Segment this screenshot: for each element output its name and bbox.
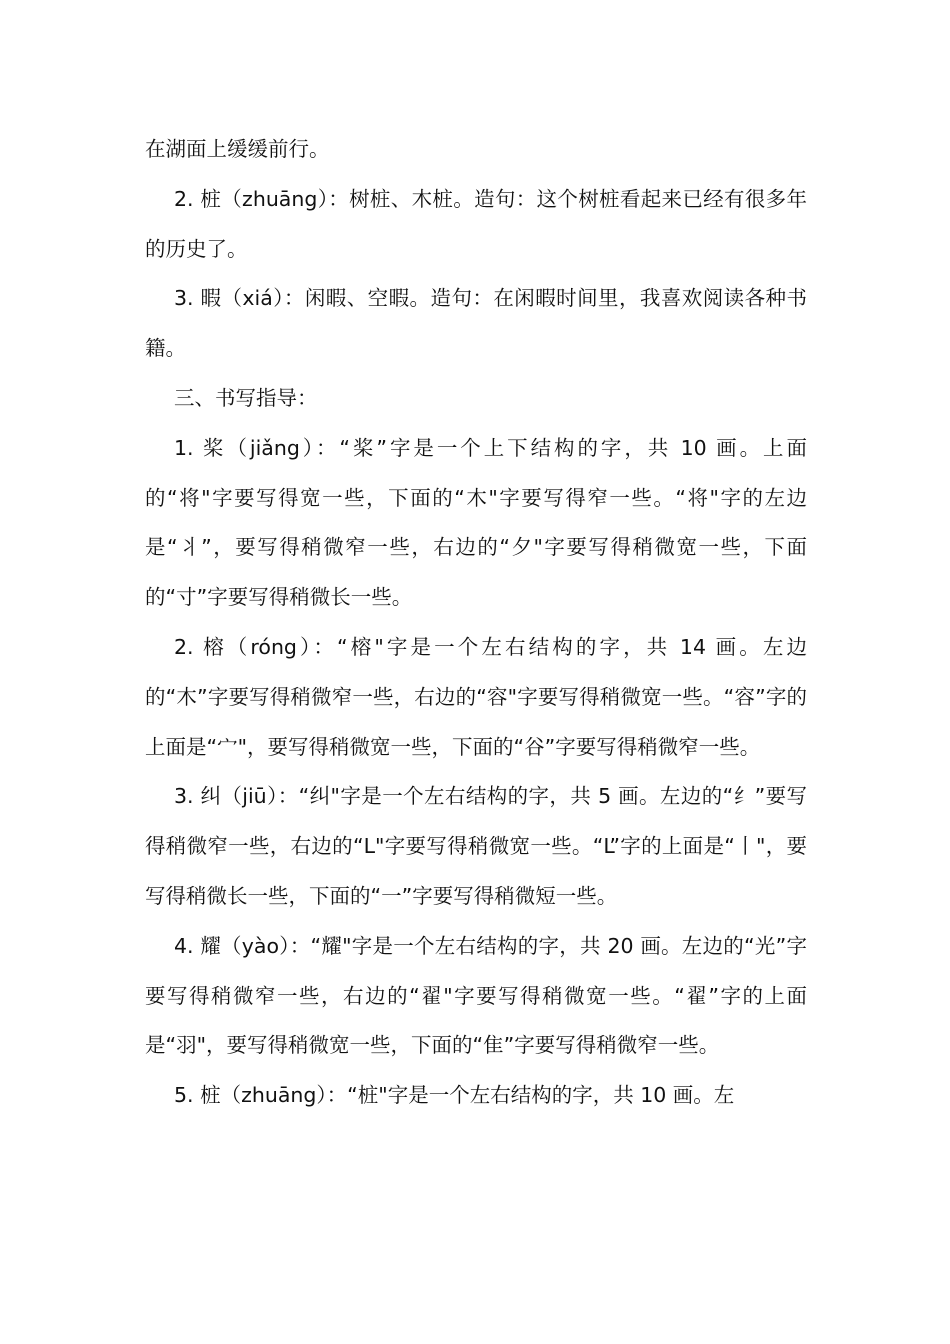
paragraph-writing-yao: 4. 耀（yào）：“耀"字是一个左右结构的字，共 20 画。左边的“光”字要写得稍微窄一些，右边的“翟"字要写得稍微宽一些。“翟”字的上面是“羽"，要写得稍微宽一些，下面的“隹”字要写得稍微窄一些。 (145, 933, 807, 1058)
paragraph-writing-jiang: 1. 桨（jiǎng）：“桨”字是一个上下结构的字，共 10 画。上面的“将"字要写得宽一些，下面的“木"字要写得窄一些。“将"字的左边是“丬”，要写得稍微窄一些，右边的“夕"字要写得稍微宽一些，下面的“寸”字要写得稍微长一些。 (145, 435, 807, 610)
paragraph-writing-rong: 2. 榕（róng）：“榕"字是一个左右结构的字，共 14 画。左边的“木”字要写得稍微窄一些，右边的“容"字要写得稍微宽一些。“容”字的上面是“宀"，要写得稍微宽一些，下面的“谷”字要写得稍微窄一些。 (145, 634, 807, 759)
paragraph-word-zhuang: 2. 桩（zhuāng）：树桩、木桩。造句：这个树桩看起来已经有很多年的历史了。 (145, 186, 807, 261)
paragraph-continuation: 在湖面上缓缓前行。 (145, 137, 330, 161)
paragraph-word-xia: 3. 暇（xiá）：闲暇、空暇。造句：在闲暇时间里，我喜欢阅读各种书籍。 (145, 286, 807, 361)
section-heading-writing-guide: 三、书写指导： (174, 385, 318, 410)
document-body (145, 125, 807, 1121)
paragraph-writing-zhuang: 5. 桩（zhuāng）：“桩"字是一个左右结构的字，共 10 画。左 (174, 1083, 735, 1108)
paragraph-writing-jiu: 3. 纠（jiū）：“纠"字是一个左右结构的字，共 5 画。左边的“纟”要写得稍微窄一些，右边的“L"字要写得稍微宽一些。“L”字的上面是“丨"，要写得稍微长一些，下面的“一”字要写得稍微短一些。 (145, 784, 807, 908)
